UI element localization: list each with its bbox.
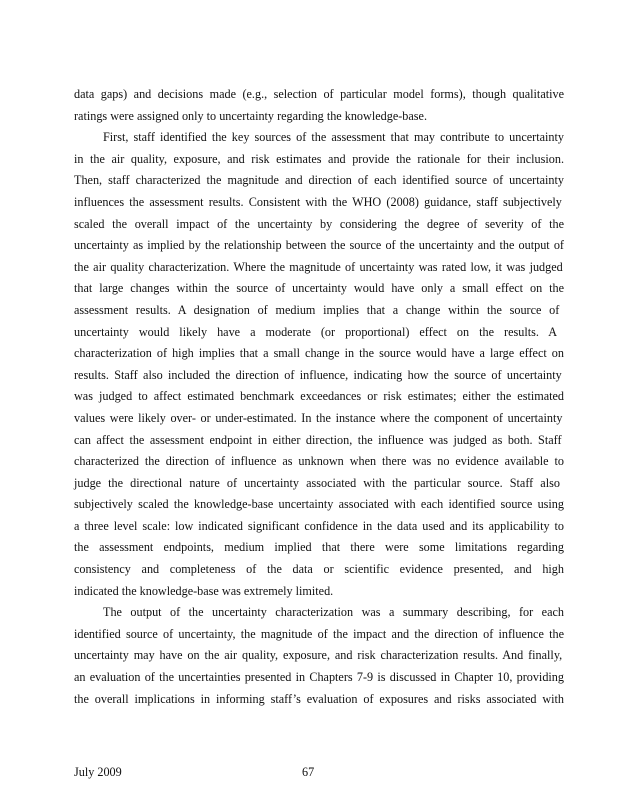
text-line: characterized the direction of influence as unknown when there was no evidence available to	[74, 454, 564, 469]
text-line: data gaps) and decisions made (e.g., selection of particular model forms), though qualitative	[74, 87, 564, 101]
text-line: consistency and completeness of the data or scientific evidence presented, and high	[74, 562, 564, 577]
page-number: 67	[302, 765, 315, 779]
text-line: First, staff identified the key sources of the assessment that may contribute to uncertainty	[103, 130, 564, 145]
text-line: scaled the overall impact of the uncertainty by considering the degree of severity of the	[74, 216, 564, 231]
text-line: values were likely over- or under-estimated. In the instance where the component of uncertainty	[74, 410, 563, 425]
text-line: influences the assessment results. Consistent with the WHO (2008) guidance, staff subjectively	[74, 194, 562, 209]
text-line: judge the directional nature of uncertainty associated with the particular source. Staff also	[74, 475, 560, 490]
text-line: can affect the assessment endpoint in either direction, the influence was judged as both. Staff	[74, 432, 562, 447]
body-text	[74, 84, 564, 710]
text-line: the overall implications in informing staff’s evaluation of exposures and risks associated with	[74, 691, 564, 706]
text-line: Then, staff characterized the magnitude and direction of each identified source of uncertainty	[74, 173, 564, 188]
text-line: an evaluation of the uncertainties presented in Chapters 7-9 is discussed in Chapter 10, providing	[74, 670, 564, 685]
text-line: in the air quality, exposure, and risk estimates and provide the rationale for their inclusion.	[74, 151, 564, 166]
text-line: uncertainty would likely have a moderate (or proportional) effect on the results. A	[74, 324, 558, 339]
text-line: indicated the knowledge-base was extremely limited.	[74, 583, 334, 598]
text-line: the air quality characterization. Where the magnitude of uncertainty was rated low, it was judged	[74, 259, 563, 274]
text-line: assessment results. A designation of medium implies that a change within the source of	[74, 302, 560, 317]
text-line: identified source of uncertainty, the magnitude of the impact and the direction of influence the	[74, 626, 564, 641]
text-line: uncertainty as implied by the relationship between the source of the uncertainty and the output of	[74, 238, 564, 253]
text-line: characterization of high implies that a small change in the source would have a large effect on	[74, 346, 564, 361]
text-line: subjectively scaled the knowledge-base uncertainty associated with each identified source using	[74, 497, 564, 512]
text-line: The output of the uncertainty characterization was a summary describing, for each	[103, 605, 564, 620]
text-line: a three level scale: low indicated significant confidence in the data used and its applicability to	[74, 518, 564, 533]
text-line: uncertainty may have on the air quality, exposure, and risk characterization results. And finally,	[74, 648, 563, 663]
footer-date: July 2009	[74, 765, 122, 779]
text-line: the assessment endpoints, medium implied that there were some limitations regarding	[74, 540, 564, 555]
text-line: ratings were assigned only to uncertainty regarding the knowledge-base.	[74, 108, 427, 123]
text-line: that large changes within the source of uncertainty would have only a small effect on the	[74, 281, 564, 296]
text-line: was judged to affect estimated benchmark exceedances or risk estimates; either the estimated	[74, 389, 564, 404]
text-line: results. Staff also included the direction of influence, indicating how the source of uncertainty	[74, 367, 562, 382]
